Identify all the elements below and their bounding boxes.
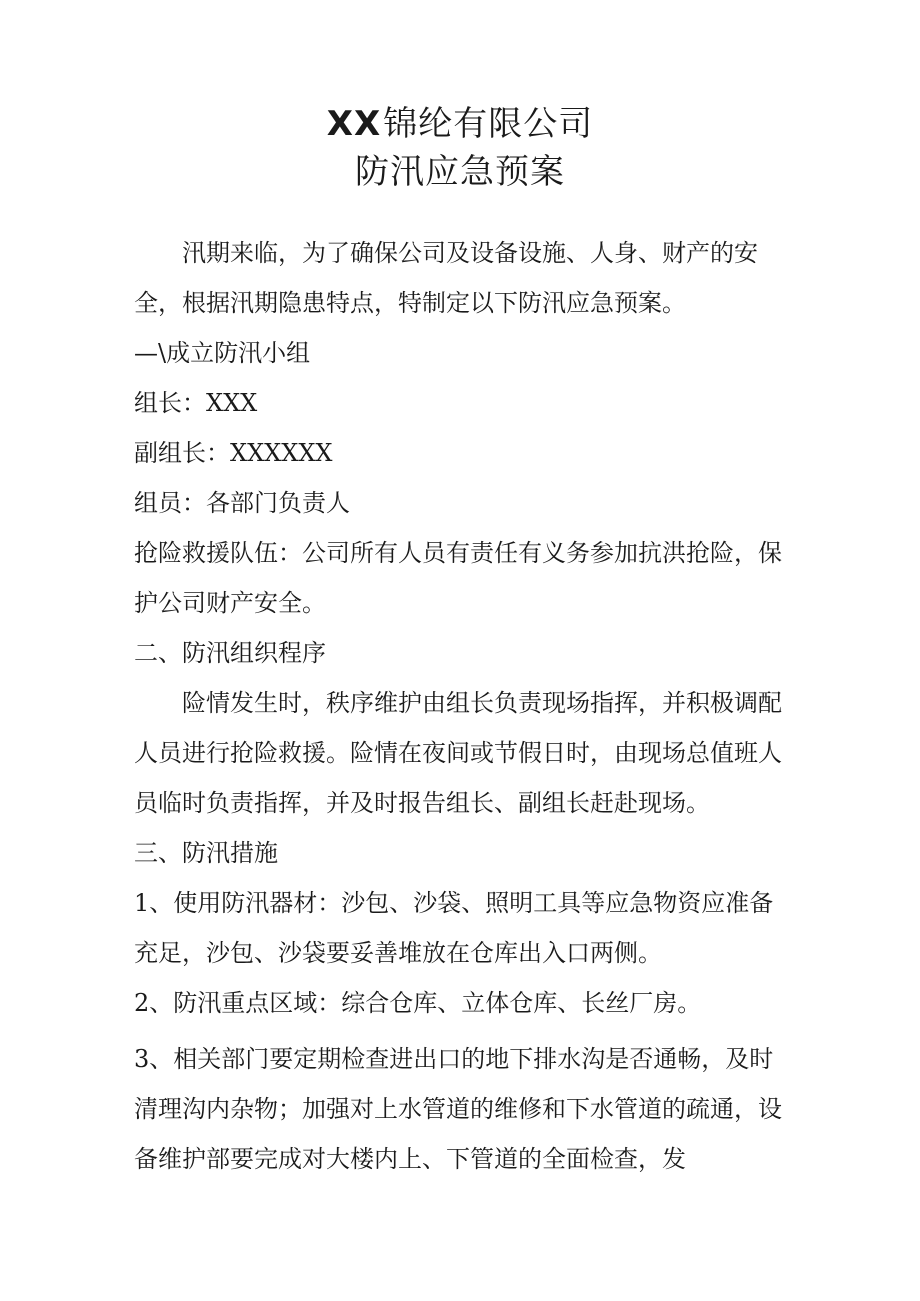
document-body	[134, 228, 790, 1184]
section3-heading: 三、防汛措施	[134, 839, 278, 867]
deputy-leader-line: 副组长：XXXXXX	[134, 439, 333, 467]
members-line: 组员：各部门负责人	[134, 489, 350, 517]
measure-3-paragraph: 3、相关部门要定期检查进出口的地下排水沟是否通畅，及时清理沟内杂物；加强对上水管道的维修和下水管道的疏通，设备维护部要完成对大楼内上、下管道的全面检查，发	[134, 1045, 782, 1173]
intro-paragraph: 汛期来临，为了确保公司及设备设施、人身、财产的安全，根据汛期隐患特点，特制定以下防汛应急预案。	[134, 239, 758, 317]
title-company-line	[0, 100, 920, 148]
leader-line: 组长：XXX	[134, 389, 258, 417]
measure-2-paragraph: 2、防汛重点区域：综合仓库、立体仓库、长丝厂房。	[134, 989, 702, 1017]
measure-1-paragraph: 1、使用防汛器材：沙包、沙袋、照明工具等应急物资应准备充足，沙包、沙袋要妥善堆放在仓库出入口两侧。	[134, 889, 774, 967]
title-subtitle: 防汛应急预案	[355, 152, 565, 192]
section2-heading: 二、防汛组织程序	[134, 639, 326, 667]
rescue-team-paragraph: 抢险救援队伍：公司所有人员有责任有义务参加抗洪抢险，保护公司财产安全。	[134, 539, 782, 617]
document-title	[0, 100, 920, 196]
title-company: 锦纶有限公司	[383, 104, 594, 144]
title-prefix: XX	[326, 104, 382, 144]
section2-paragraph: 险情发生时，秩序维护由组长负责现场指挥，并积极调配人员进行抢险救援。险情在夜间或节假日时，由现场总值班人员临时负责指挥，并及时报告组长、副组长赶赴现场。	[134, 689, 782, 817]
section1-heading: —\成立防汛小组	[134, 339, 311, 367]
